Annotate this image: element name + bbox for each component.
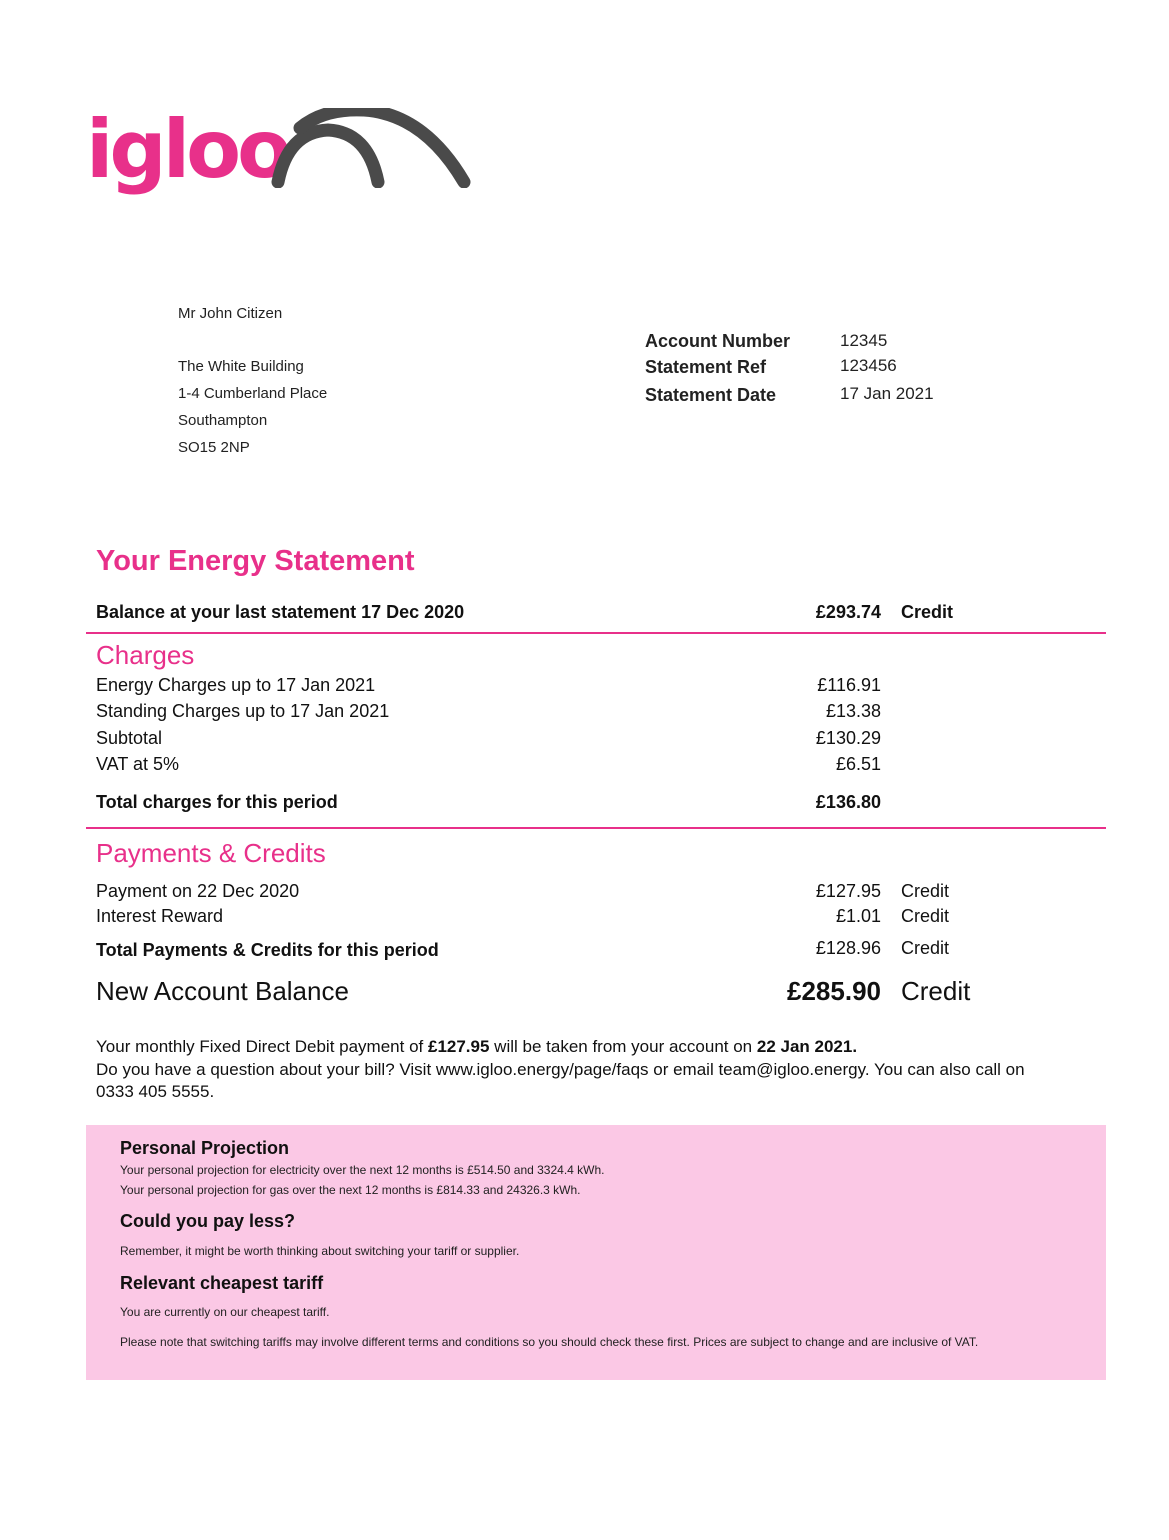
payment-row-label: Interest Reward bbox=[96, 906, 224, 926]
payment-row-amount: £1.01 bbox=[835, 906, 881, 926]
payment-row-status: Credit bbox=[901, 881, 950, 901]
divider bbox=[86, 632, 1106, 634]
igloo-logo bbox=[86, 104, 396, 204]
direct-debit-date: 22 Jan 2021. bbox=[756, 1037, 858, 1056]
cheapest-tariff-text: You are currently on our cheapest tariff. bbox=[120, 1305, 330, 1319]
payment-row-amount: £127.95 bbox=[815, 881, 881, 901]
new-balance-label: New Account Balance bbox=[96, 976, 349, 1006]
account-number-value: 12345 bbox=[840, 331, 888, 350]
charge-row-label: VAT at 5% bbox=[96, 754, 180, 774]
payment-row-status: Credit bbox=[901, 906, 950, 926]
charge-row-label: Subtotal bbox=[96, 728, 163, 748]
payments-heading: Payments & Credits bbox=[96, 838, 326, 868]
statement-date-value: 17 Jan 2021 bbox=[840, 384, 934, 403]
charge-row-amount: £6.51 bbox=[835, 754, 881, 774]
address-postcode: SO15 2NP bbox=[178, 439, 250, 456]
logo-wordmark: igloo bbox=[86, 103, 289, 196]
new-balance-status: Credit bbox=[901, 976, 971, 1006]
customer-name: Mr John Citizen bbox=[178, 305, 283, 322]
total-charges-amount: £136.80 bbox=[815, 792, 881, 812]
payment-row-label: Payment on 22 Dec 2020 bbox=[96, 881, 300, 901]
projection-heading: Personal Projection bbox=[120, 1138, 290, 1158]
charge-row-label: Energy Charges up to 17 Jan 2021 bbox=[96, 675, 376, 695]
total-payments-label: Total Payments & Credits for this period bbox=[96, 940, 439, 960]
charge-row-label: Standing Charges up to 17 Jan 2021 bbox=[96, 701, 390, 721]
charge-row-amount: £116.91 bbox=[817, 675, 881, 695]
projection-line: Your personal projection for gas over the next 12 months is £814.33 and 24326.3 kWh. bbox=[120, 1183, 581, 1197]
divider bbox=[86, 827, 1106, 829]
total-payments-status: Credit bbox=[901, 938, 950, 958]
address-line: Southampton bbox=[178, 412, 268, 429]
statement-ref-label: Statement Ref bbox=[645, 357, 767, 377]
charges-heading: Charges bbox=[96, 640, 195, 670]
pay-less-heading: Could you pay less? bbox=[120, 1211, 296, 1231]
statement-title: Your Energy Statement bbox=[96, 545, 415, 577]
direct-debit-middle: will be taken from your account on bbox=[494, 1037, 753, 1056]
pay-less-text: Remember, it might be worth thinking about switching your tariff or supplier. bbox=[120, 1244, 520, 1258]
charge-row-amount: £130.29 bbox=[815, 728, 881, 748]
account-number-label: Account Number bbox=[645, 331, 791, 351]
previous-balance-label: Balance at your last statement 17 Dec 2020 bbox=[96, 602, 465, 622]
projection-line: Your personal projection for electricity over the next 12 months is £514.50 and 3324.4 kWh. bbox=[120, 1163, 605, 1177]
previous-balance-amount: £293.74 bbox=[815, 602, 881, 622]
statement-date-label: Statement Date bbox=[645, 385, 777, 405]
direct-debit-prefix: Your monthly Fixed Direct Debit payment of bbox=[96, 1037, 424, 1056]
previous-balance-status: Credit bbox=[901, 602, 954, 622]
disclaimer-text: Please note that switching tariffs may involve different terms and conditions so you should check these first. Prices are subject to change and are inclusive of VAT. bbox=[120, 1335, 979, 1349]
charge-row-amount: £13.38 bbox=[825, 701, 881, 721]
new-balance-amount: £285.90 bbox=[787, 976, 881, 1006]
address-line: The White Building bbox=[178, 358, 304, 375]
address-line: 1-4 Cumberland Place bbox=[178, 385, 328, 402]
direct-debit-amount: £127.95 bbox=[427, 1037, 490, 1056]
logo-arc-icon bbox=[264, 108, 479, 188]
cheapest-tariff-heading: Relevant cheapest tariff bbox=[120, 1273, 324, 1293]
direct-debit-note bbox=[96, 1036, 1036, 1058]
total-charges-label: Total charges for this period bbox=[96, 792, 338, 812]
total-payments-amount: £128.96 bbox=[815, 938, 881, 958]
statement-ref-value: 123456 bbox=[840, 356, 897, 375]
contact-note: Do you have a question about your bill? Visit www.igloo.energy/page/faqs or email team@igloo.energy. You can also call on 0333 405 5555. bbox=[96, 1060, 1025, 1101]
